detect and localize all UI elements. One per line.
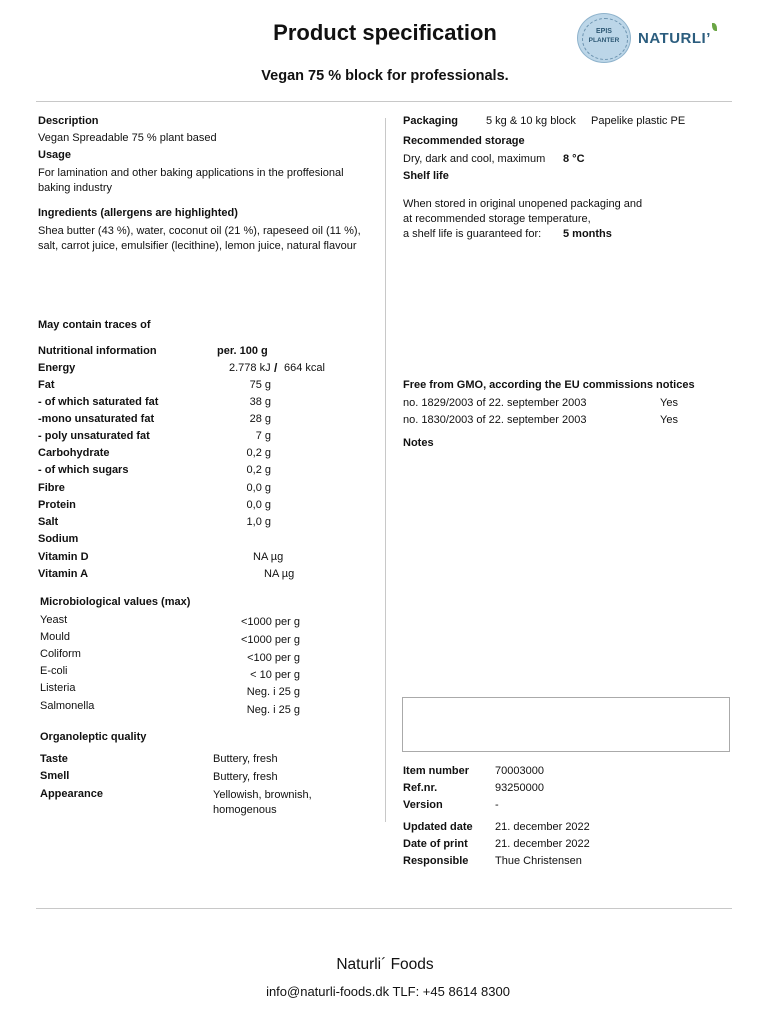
responsible-value: Thue Christensen	[495, 855, 582, 867]
nutrition-row-value: 0,2 g	[246, 447, 271, 459]
shelf-life-line3: a shelf life is guaranteed for:	[403, 228, 542, 240]
storage-temperature: 8 °C	[563, 153, 585, 165]
nutrition-per-100g: per. 100 g	[217, 345, 268, 357]
bottom-divider	[36, 908, 732, 909]
nutrition-row-value: 38 g	[249, 396, 271, 408]
nutrition-row-label: - of which saturated fat	[38, 396, 159, 408]
nutrition-row-value: 0,2 g	[246, 464, 271, 476]
nutrition-row-label: Carbohydrate	[38, 447, 110, 459]
top-divider	[36, 101, 732, 102]
epis-planter-badge-logo	[577, 13, 631, 63]
traces-label: May contain traces of	[38, 319, 151, 331]
energy-separator: /	[274, 361, 278, 375]
micro-row-value: <1000 per g	[240, 634, 300, 646]
micro-row-value: Neg. i 25 g	[246, 704, 300, 716]
usage-text: For lamination and other baking applications in the proffesional baking industry	[38, 167, 344, 194]
notes-box	[402, 697, 730, 752]
micro-row-label: Listeria	[40, 682, 76, 694]
packaging-material: Papelike plastic PE	[591, 115, 686, 127]
item-number-value: 70003000	[495, 765, 544, 777]
brand-logo-text: NATURLI’	[638, 30, 711, 47]
gmo-row-value: Yes	[660, 397, 678, 409]
micro-row-label: E-coli	[40, 665, 68, 677]
smell-value: Buttery, fresh	[213, 771, 278, 783]
date-of-print-label: Date of print	[403, 838, 468, 850]
gmo-row-label: no. 1830/2003 of 22. september 2003	[403, 414, 587, 426]
updated-date-value: 21. december 2022	[495, 821, 590, 833]
taste-label: Taste	[40, 753, 68, 765]
description-text: Vegan Spreadable 75 % plant based	[38, 132, 217, 144]
description-label: Description	[38, 115, 99, 127]
nutrition-row-label: - of which sugars	[38, 464, 129, 476]
nutrition-row-label: Sodium	[38, 533, 79, 545]
nutrition-row-value: 75 g	[249, 379, 271, 391]
micro-row-label: Mould	[40, 631, 70, 643]
responsible-label: Responsible	[403, 855, 469, 867]
vitamin-d-value: NA µg	[253, 551, 284, 563]
shelf-life-label: Shelf life	[403, 170, 449, 182]
energy-kj: 2.778 kJ	[229, 362, 271, 374]
date-of-print-value: 21. december 2022	[495, 838, 590, 850]
micro-row-label: Yeast	[40, 614, 68, 626]
notes-label: Notes	[403, 437, 434, 449]
storage-text: Dry, dark and cool, maximum	[403, 153, 546, 165]
smell-label: Smell	[40, 770, 70, 782]
organoleptic-header: Organoleptic quality	[40, 731, 147, 743]
vitamin-a-label: Vitamin A	[38, 568, 89, 580]
micro-row-value: < 10 per g	[250, 669, 300, 681]
version-label: Version	[403, 799, 443, 811]
ingredients-label: Ingredients (allergens are highlighted)	[38, 207, 238, 219]
micro-row-value: <1000 per g	[240, 616, 300, 628]
gmo-header: Free from GMO, according the EU commissions notices	[403, 379, 695, 391]
page-title: Product specification	[273, 20, 497, 45]
nutrition-row-label: Protein	[38, 499, 76, 511]
micro-header: Microbiological values (max)	[40, 596, 191, 608]
storage-label: Recommended storage	[403, 135, 525, 147]
packaging-label: Packaging	[403, 115, 459, 127]
nutrition-header: Nutritional information	[38, 345, 157, 357]
gmo-row-label: no. 1829/2003 of 22. september 2003	[403, 397, 587, 409]
appearance-value-line2: homogenous	[213, 804, 277, 816]
vitamin-a-value: NA µg	[264, 568, 295, 580]
updated-date-label: Updated date	[403, 821, 473, 833]
appearance-label: Appearance	[40, 788, 103, 800]
nutrition-row-label: Fibre	[38, 482, 65, 494]
ref-nr-label: Ref.nr.	[403, 782, 438, 794]
micro-row-label: Coliform	[40, 648, 81, 660]
gmo-row-value: Yes	[660, 414, 678, 426]
micro-row-value: <100 per g	[247, 652, 300, 664]
ref-nr-value: 93250000	[495, 782, 544, 794]
nutrition-row-label: -mono unsaturated fat	[38, 413, 155, 425]
energy-label: Energy	[38, 362, 76, 374]
footer-company: Naturli´ Foods	[336, 956, 434, 973]
page-subtitle: Vegan 75 % block for professionals.	[261, 68, 509, 84]
micro-row-label: Salmonella	[40, 700, 95, 712]
footer-contact: info@naturli-foods.dk TLF: +45 8614 8300	[266, 984, 510, 999]
nutrition-row-label: Fat	[38, 379, 55, 391]
micro-row-value: Neg. i 25 g	[246, 686, 300, 698]
shelf-life-line1: When stored in original unopened packaging and	[403, 198, 643, 210]
vitamin-d-label: Vitamin D	[38, 551, 89, 563]
item-number-label: Item number	[403, 765, 470, 777]
shelf-life-line2: at recommended storage temperature,	[403, 213, 591, 225]
leaf-icon	[712, 23, 717, 31]
usage-label: Usage	[38, 149, 72, 161]
shelf-life-value: 5 months	[563, 228, 612, 240]
nutrition-row-value: 28 g	[249, 413, 271, 425]
nutrition-row-value: 0,0 g	[246, 499, 271, 511]
appearance-value-line1: Yellowish, brownish,	[213, 789, 312, 801]
badge-text-bottom: PLANTER	[588, 37, 620, 44]
column-divider	[385, 118, 386, 822]
nutrition-row-value: 1,0 g	[246, 516, 271, 528]
nutrition-row-label: Salt	[38, 516, 59, 528]
nutrition-row-label: - poly unsaturated fat	[38, 430, 150, 442]
badge-text-top: EPIS	[596, 28, 612, 35]
version-value: -	[495, 799, 499, 811]
nutrition-row-value: 7 g	[255, 430, 271, 442]
nutrition-row-value: 0,0 g	[246, 482, 271, 494]
packaging-value: 5 kg & 10 kg block	[486, 115, 576, 127]
taste-value: Buttery, fresh	[213, 753, 278, 765]
ingredients-text: Shea butter (43 %), water, coconut oil (21 %), rapeseed oil (11 %), salt, carrot juice, emulsifier (lecithine), lemon juice, natural flavour	[38, 225, 361, 252]
energy-kcal: 664 kcal	[284, 362, 325, 374]
